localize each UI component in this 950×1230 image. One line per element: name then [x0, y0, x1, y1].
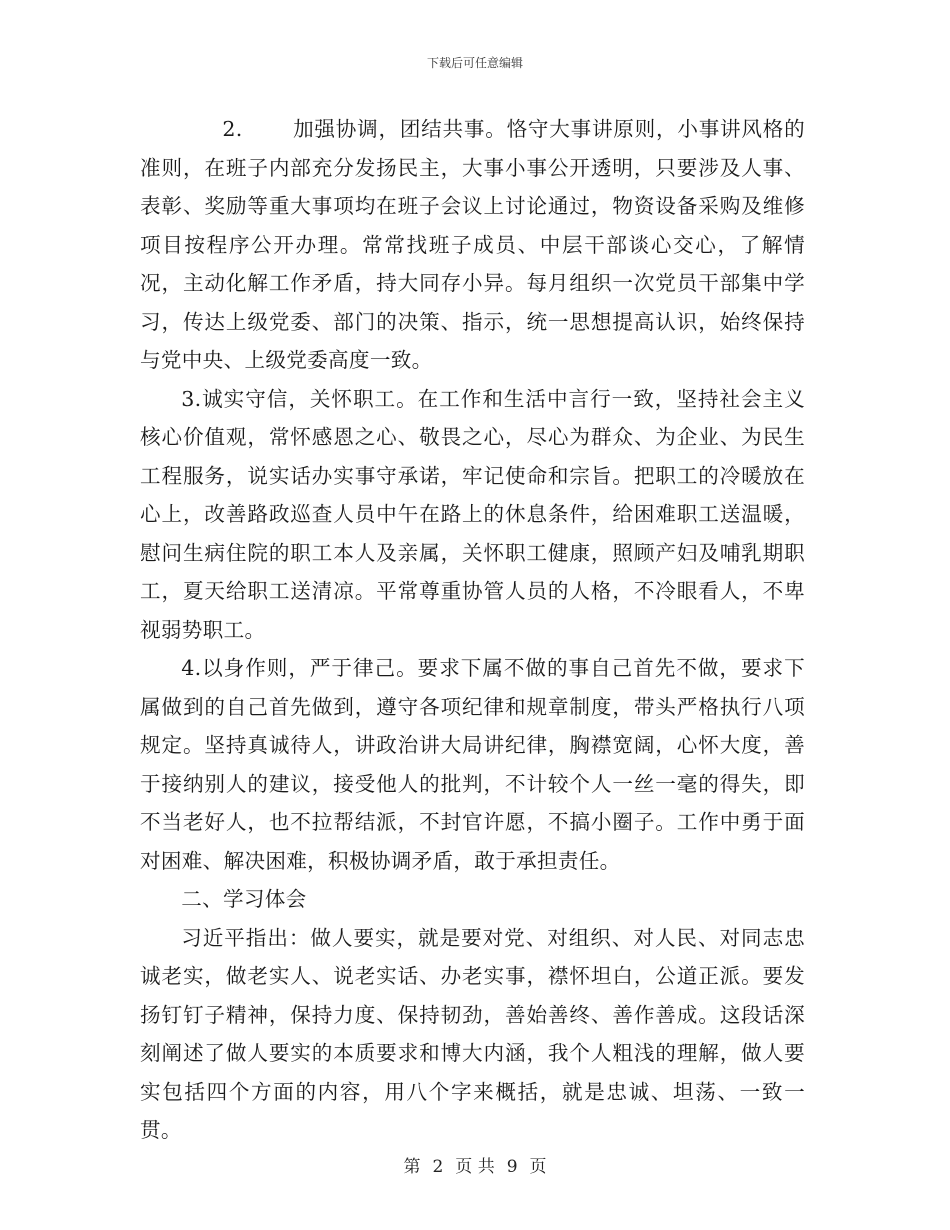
- paragraph-text: 加强协调，团结共事。恪守大事讲原则，小事讲风格的准则，在班子内部充分发扬民主，大事小事公开透明，只要涉及人事、表彰、奖励等重大事项均在班子会议上讨论通过，物资设备采购及维修项目按程序公开办理。常常找班子成员、中层干部谈心交心，了解情况，主动化解工作矛盾，持大同存小异。每月组织一次党员干部集中学习，传达上级党委、部门的决策、指示，统一思想提高认识，始终保持与党中央、上级党委高度一致。: [140, 117, 805, 372]
- section-heading: 二、学习体会: [181, 887, 307, 911]
- footer-mid: 页 共: [455, 1157, 495, 1177]
- total-page-number: 9: [506, 1157, 518, 1177]
- paragraph-item-2: [140, 110, 805, 380]
- document-body: [140, 110, 805, 1150]
- footer-suffix: 页: [529, 1157, 547, 1177]
- footer-prefix: 第: [403, 1157, 421, 1177]
- item-number: 2.: [222, 117, 243, 141]
- page-footer: [0, 1152, 950, 1177]
- current-page-number: 2: [432, 1157, 444, 1177]
- paragraph-item-4: 4.以身作则，严于律己。要求下属不做的事自己首先不做，要求下属做到的自己首先做到，遵守各项纪律和规章制度，带头严格执行八项规定。坚持真诚待人，讲政治讲大局讲纪律，胸襟宽阔，心怀大度，善于接纳别人的建议，接受他人的批判，不计较个人一丝一毫的得失，即不当老好人，也不拉帮结派，不封官许愿，不搞小圈子。工作中勇于面对困难、解决困难，积极协调矛盾，敢于承担责任。: [140, 656, 805, 873]
- page-header: 下载后可任意编辑: [426, 56, 523, 70]
- paragraph-study: 习近平指出：做人要实，就是要对党、对组织、对人民、对同志忠诚老实，做老实人、说老实话、办老实事，襟怀坦白，公道正派。要发扬钉钉子精神，保持力度、保持韧劲，善始善终、善作善成。这段话深刻阐述了做人要实的本质要求和博大内涵，我个人粗浅的理解，做人要实包括四个方面的内容，用八个字来概括，就是忠诚、坦荡、一致一贯。: [140, 925, 805, 1142]
- paragraph-item-3: 3.诚实守信，关怀职工。在工作和生活中言行一致，坚持社会主义核心价值观，常怀感恩之心、敬畏之心，尽心为群众、为企业、为民生工程服务，说实话办实事守承诺，牢记使命和宗旨。把职工的冷暖放在心上，改善路政巡查人员中午在路上的休息条件，给困难职工送温暖，慰问生病住院的职工本人及亲属，关怀职工健康，照顾产妇及哺乳期职工，夏天给职工送清凉。平常尊重协管人员的人格，不冷眼看人，不卑视弱势职工。: [140, 386, 805, 642]
